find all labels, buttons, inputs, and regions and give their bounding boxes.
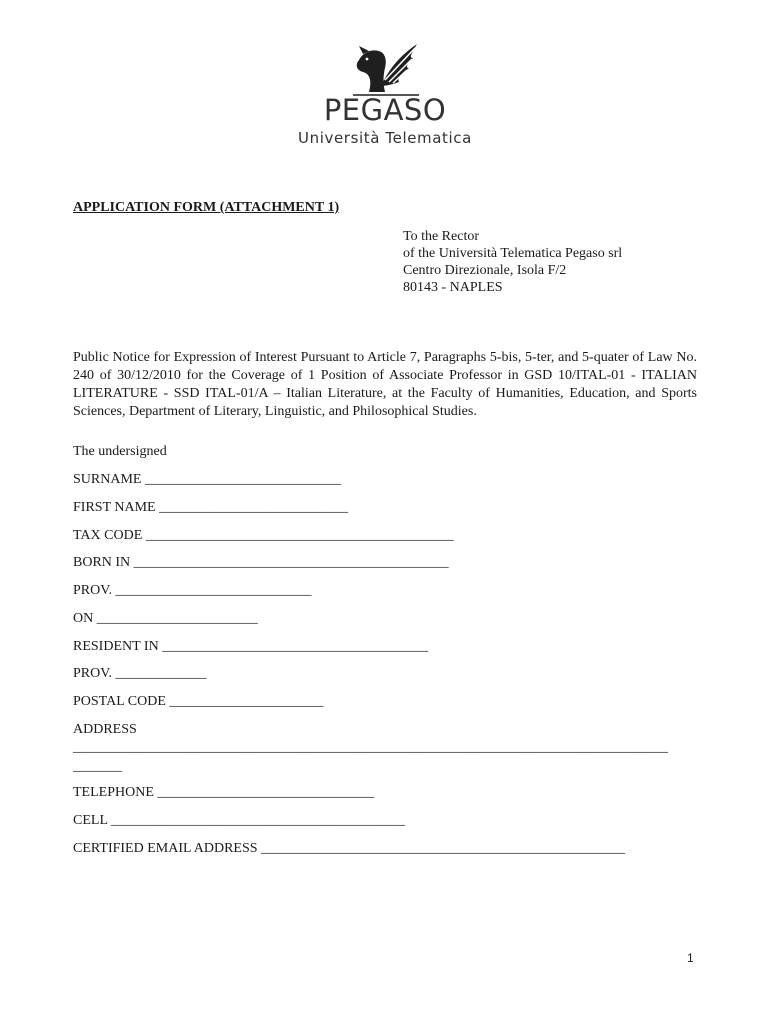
logo-subtitle: Università Telematica xyxy=(298,129,472,147)
surname-field[interactable]: SURNAME ____________________________ xyxy=(73,472,341,487)
addressee-line: To the Rector xyxy=(403,229,479,244)
address-field-line-1[interactable]: _____________________________________________________________________________________ xyxy=(73,740,668,755)
addressee-block xyxy=(403,228,622,296)
addressee-line: of the Università Telematica Pegaso srl xyxy=(403,246,623,261)
tax-code-field[interactable]: TAX CODE ____________________________________________ xyxy=(73,528,454,543)
certified-email-field[interactable]: CERTIFIED EMAIL ADDRESS ____________________________________________________ xyxy=(73,841,626,856)
first-name-field[interactable]: FIRST NAME ___________________________ xyxy=(73,500,349,515)
logo-wordmark: PEGASO xyxy=(323,93,447,127)
university-logo xyxy=(0,40,770,148)
address-field-line-2[interactable]: _______ xyxy=(73,759,122,774)
address-label: ADDRESS xyxy=(73,722,137,737)
birth-date-field[interactable]: ON _______________________ xyxy=(73,611,258,626)
birth-province-field[interactable]: PROV. ____________________________ xyxy=(73,583,312,598)
pegasus-icon xyxy=(339,40,431,98)
form-title: APPLICATION FORM (ATTACHMENT 1) xyxy=(73,200,340,215)
public-notice-paragraph: Public Notice for Expression of Interest Pursuant to Article 7, Paragraphs 5-bis, 5-ter, and 5-quater of Law No. 240 of 30/12/2010 for the Coverage of 1 Position of Associate Professor in GSD 10/ITAL-01 - ITALIAN LITERATURE - SSD ITAL-01/A – Italian Literature, at the Faculty of Humanities, Education, and Sports Sciences, Department of Literary, Linguistic, and Philosophical Studies. xyxy=(73,350,697,419)
resident-in-field[interactable]: RESIDENT IN ______________________________________ xyxy=(73,639,429,654)
undersigned-label: The undersigned xyxy=(73,444,167,459)
cell-field[interactable]: CELL __________________________________________ xyxy=(73,813,405,828)
addressee-line: Centro Direzionale, Isola F/2 xyxy=(403,263,567,278)
addressee-line: 80143 - NAPLES xyxy=(403,280,503,295)
page-number: 1 xyxy=(687,951,694,965)
born-in-field[interactable]: BORN IN _____________________________________________ xyxy=(73,555,449,570)
postal-code-field[interactable]: POSTAL CODE ______________________ xyxy=(73,694,324,709)
resident-province-field[interactable]: PROV. _____________ xyxy=(73,666,207,681)
telephone-field[interactable]: TELEPHONE _______________________________ xyxy=(73,785,375,800)
